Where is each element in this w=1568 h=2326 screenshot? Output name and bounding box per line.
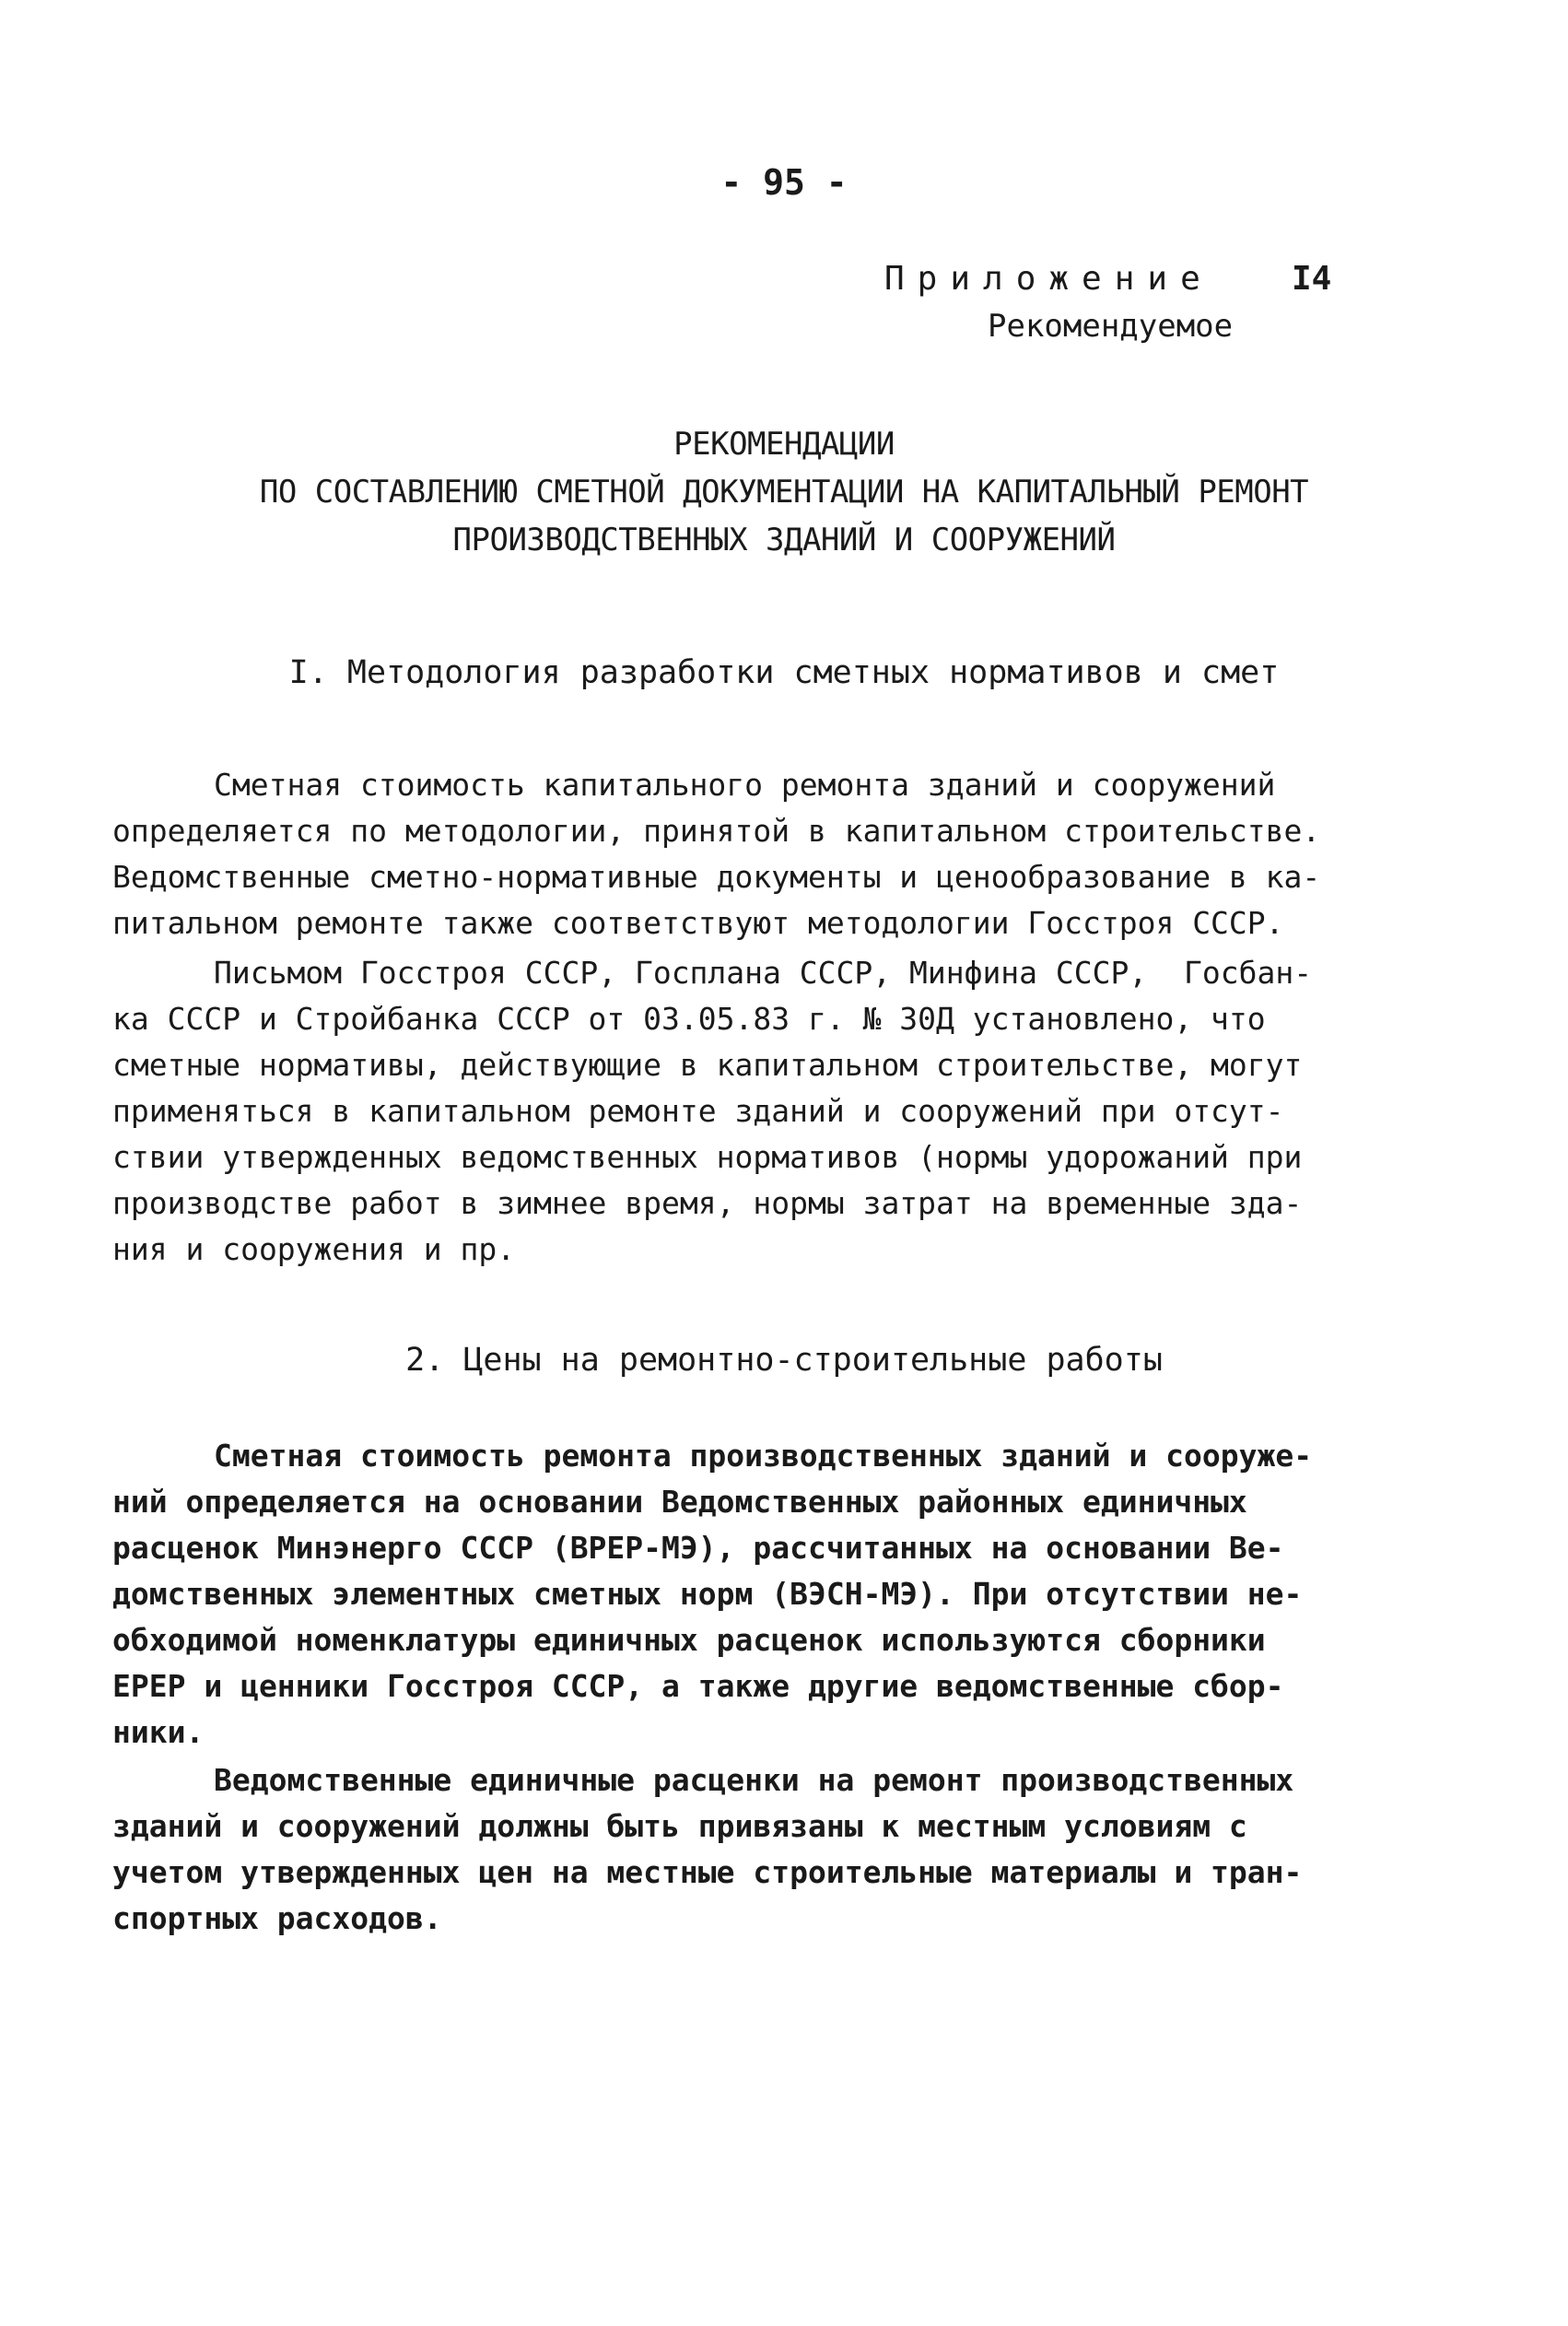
paragraph-line: зданий и сооружений должны быть привязаны к местным условиям с	[112, 1808, 1247, 1844]
appendix-label: Приложение	[884, 260, 1213, 298]
paragraph-line: расценок Минэнерго СССР (ВРЕР-МЭ), рассчитанных на основании Ве-	[112, 1530, 1284, 1566]
appendix-number: I4	[1292, 260, 1332, 298]
paragraph-line: ния и сооружения и пр.	[112, 1231, 516, 1267]
paragraph-line: Ведомственные сметно-нормативные документы и ценообразование в ка-	[112, 859, 1321, 895]
page-number: - 95 -	[720, 162, 848, 203]
document-title-line: РЕКОМЕНДАЦИИ	[673, 426, 895, 463]
paragraph-line: сметные нормативы, действующие в капитальном строительстве, могут	[112, 1047, 1303, 1083]
section-heading: 2. Цены на ремонтно-строительные работы	[405, 1342, 1163, 1379]
document-title-line: ПО СОСТАВЛЕНИЮ СМЕТНОЙ ДОКУМЕНТАЦИИ НА КАПИТАЛЬНЫЙ РЕМОНТ	[259, 474, 1309, 511]
section-heading: I. Методология разработки сметных нормативов и смет	[288, 654, 1280, 691]
paragraph-line: ЕРЕР и ценники Госстроя СССР, а также другие ведомственные сбор-	[112, 1668, 1284, 1704]
paragraph-line: Письмом Госстроя СССР, Госплана СССР, Минфина СССР, Госбан-	[214, 955, 1313, 991]
paragraph-line: спортных расходов.	[112, 1900, 442, 1936]
paragraph-line: ка СССР и Стройбанка СССР от 03.05.83 г. № 30Д установлено, что	[112, 1001, 1266, 1037]
paragraph-line: ний определяется на основании Ведомственных районных единичных	[112, 1484, 1247, 1520]
paragraph-line: ствии утвержденных ведомственных нормативов (нормы удорожаний при	[112, 1139, 1303, 1175]
paragraph-line: применяться в капитальном ремонте зданий и сооружений при отсут-	[112, 1093, 1284, 1129]
paragraph-line: домственных элементных сметных норм (ВЭСН-МЭ). При отсутствии не-	[112, 1576, 1303, 1612]
document-title-line: ПРОИЗВОДСТВЕННЫХ ЗДАНИЙ И СООРУЖЕНИЙ	[452, 522, 1116, 558]
paragraph-line: Сметная стоимость ремонта производственных зданий и сооруже-	[214, 1438, 1313, 1474]
paragraph-line: производстве работ в зимнее время, нормы затрат на временные зда-	[112, 1185, 1303, 1221]
paragraph-line: учетом утвержденных цен на местные строительные материалы и тран-	[112, 1854, 1303, 1890]
appendix-status: Рекомендуемое	[988, 308, 1234, 345]
paragraph-line: обходимой номенклатуры единичных расценок используются сборники	[112, 1622, 1266, 1658]
paragraph-line: питальном ремонте также соответствуют методологии Госстроя СССР.	[112, 905, 1284, 941]
paragraph-line: Ведомственные единичные расценки на ремонт производственных	[214, 1762, 1294, 1798]
paragraph-line: ники.	[112, 1714, 205, 1750]
paragraph-line: Сметная стоимость капитального ремонта зданий и сооружений	[214, 767, 1276, 803]
paragraph-line: определяется по методологии, принятой в капитальном строительстве.	[112, 813, 1321, 849]
